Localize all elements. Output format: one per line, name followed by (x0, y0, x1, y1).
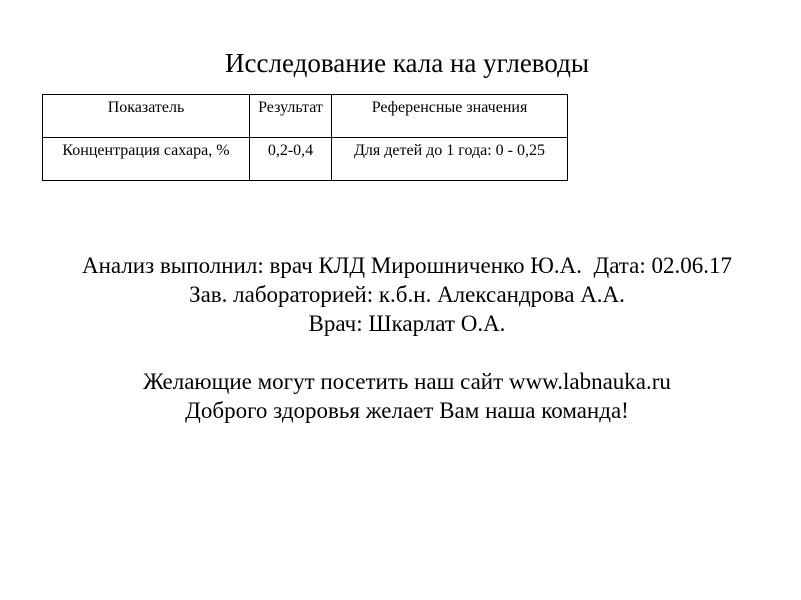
table-header-row (43, 95, 568, 138)
cell-reference: Для детей до 1 года: 0 - 0,25 (332, 138, 568, 181)
header-reference: Референсные значения (332, 95, 568, 138)
table-row (43, 138, 568, 181)
results-table (42, 94, 568, 181)
lab-head-text: Зав. лабораторией: к.б.н. Александрова А.А. (189, 282, 625, 307)
spacer (0, 338, 801, 367)
signature-block (0, 251, 801, 425)
page-title: Исследование кала на углеводы (225, 48, 589, 78)
performed-by-text: Анализ выполнил: врач КЛД Мирошниченко Ю.А. Дата: 02.06.17 (82, 253, 732, 278)
doctor-text: Врач: Шкарлат О.А. (308, 311, 506, 336)
header-result: Результат (250, 95, 332, 138)
header-parameter: Показатель (43, 95, 250, 138)
wishes-text: Доброго здоровья желает Вам наша команда! (185, 398, 629, 423)
cell-parameter: Концентрация сахара, % (43, 138, 250, 181)
website-text: Желающие могут посетить наш сайт www.labnauka.ru (143, 369, 671, 394)
cell-result: 0,2-0,4 (250, 138, 332, 181)
